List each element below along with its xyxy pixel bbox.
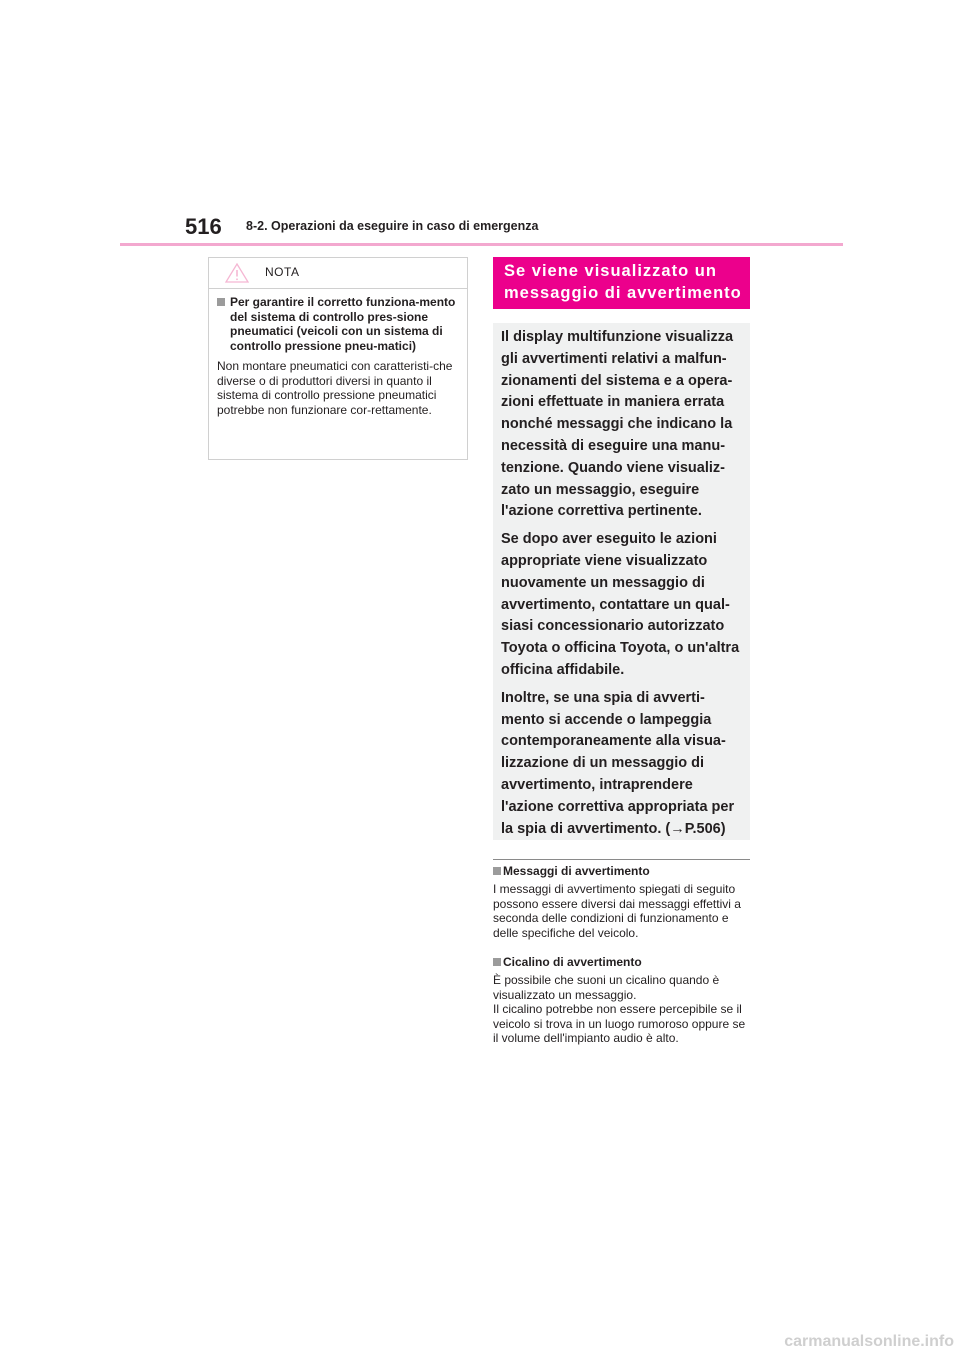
watermark: carmanualsonline.info [784, 1333, 954, 1350]
cicalino-text-1: È possibile che suoni un cicalino quando è visualizzato un messaggio. [493, 973, 720, 1002]
section-banner [493, 257, 750, 309]
warning-icon [225, 263, 249, 283]
messaggi-text: I messaggi di avvertimento spiegati di seguito possono essere diversi dai messaggi effettivi a seconda delle condizioni di funzionamento e delle specifiche del veicolo. [493, 882, 741, 940]
page-number: 516 [185, 214, 222, 239]
info-paragraph-2: Se dopo aver eseguito le azioni appropriate viene visualizzato nuovamente un messaggio di avvertimento, contattare un qual-siasi concessionario autorizzato Toyota o officina Toyota, o un'altra officina affidabile. [501, 531, 740, 678]
cicalino-heading-text: Cicalino di avvertimento [503, 955, 642, 969]
bullet-square-icon [493, 958, 501, 966]
nota-box [208, 257, 468, 460]
banner-line-1: Se viene visualizzato un [504, 262, 717, 280]
messaggi-section [493, 864, 753, 940]
nota-heading [217, 295, 459, 353]
section-divider [493, 859, 750, 860]
bullet-square-icon [217, 298, 225, 306]
nota-label: NOTA [265, 265, 300, 279]
cicalino-heading [493, 955, 753, 969]
nota-text: Non montare pneumatici con caratteristi-che diverse o di produttori diversi in quanto il sistema di controllo pressione pneumatici potrebbe non funzionare cor-rettamente. [217, 359, 453, 417]
nota-header [209, 258, 467, 289]
messaggi-heading [493, 864, 753, 878]
cicalino-text-2: Il cicalino potrebbe non essere percepibile se il veicolo si trova in un luogo rumoroso oppure se il volume dell'impianto audio è alto. [493, 1002, 746, 1045]
header-divider [120, 243, 843, 246]
info-box [493, 323, 750, 840]
info-paragraph-1: Il display multifunzione visualizza gli avvertimenti relativi a malfun-zionamenti del sistema e a opera-zioni effettuate in maniera errata nonché messaggi che indicano la necessità di eseguire una manu-tenzione. Quando viene visualiz-zato un messaggio, eseguire l'azione correttiva pertinente. [501, 329, 734, 520]
section-title: 8-2. Operazioni da eseguire in caso di emergenza [246, 219, 539, 233]
cicalino-section [493, 955, 753, 1046]
nota-heading-text: Per garantire il corretto funziona-mento del sistema di controllo pres-sione pneumatici (veicoli con un sistema di controllo pressione pneu-matici) [230, 295, 456, 353]
bullet-square-icon [493, 867, 501, 875]
messaggi-heading-text: Messaggi di avvertimento [503, 864, 650, 878]
banner-line-2: messaggio di avvertimento [504, 284, 742, 302]
info-paragraph-3: Inoltre, se una spia di avverti-mento si accende o lampeggia contemporaneamente alla visua-lizzazione di un messaggio di avvertimento, intraprendere l'azione correttiva appropriata per la spia di avvertimento. (→P.506) [501, 689, 735, 837]
